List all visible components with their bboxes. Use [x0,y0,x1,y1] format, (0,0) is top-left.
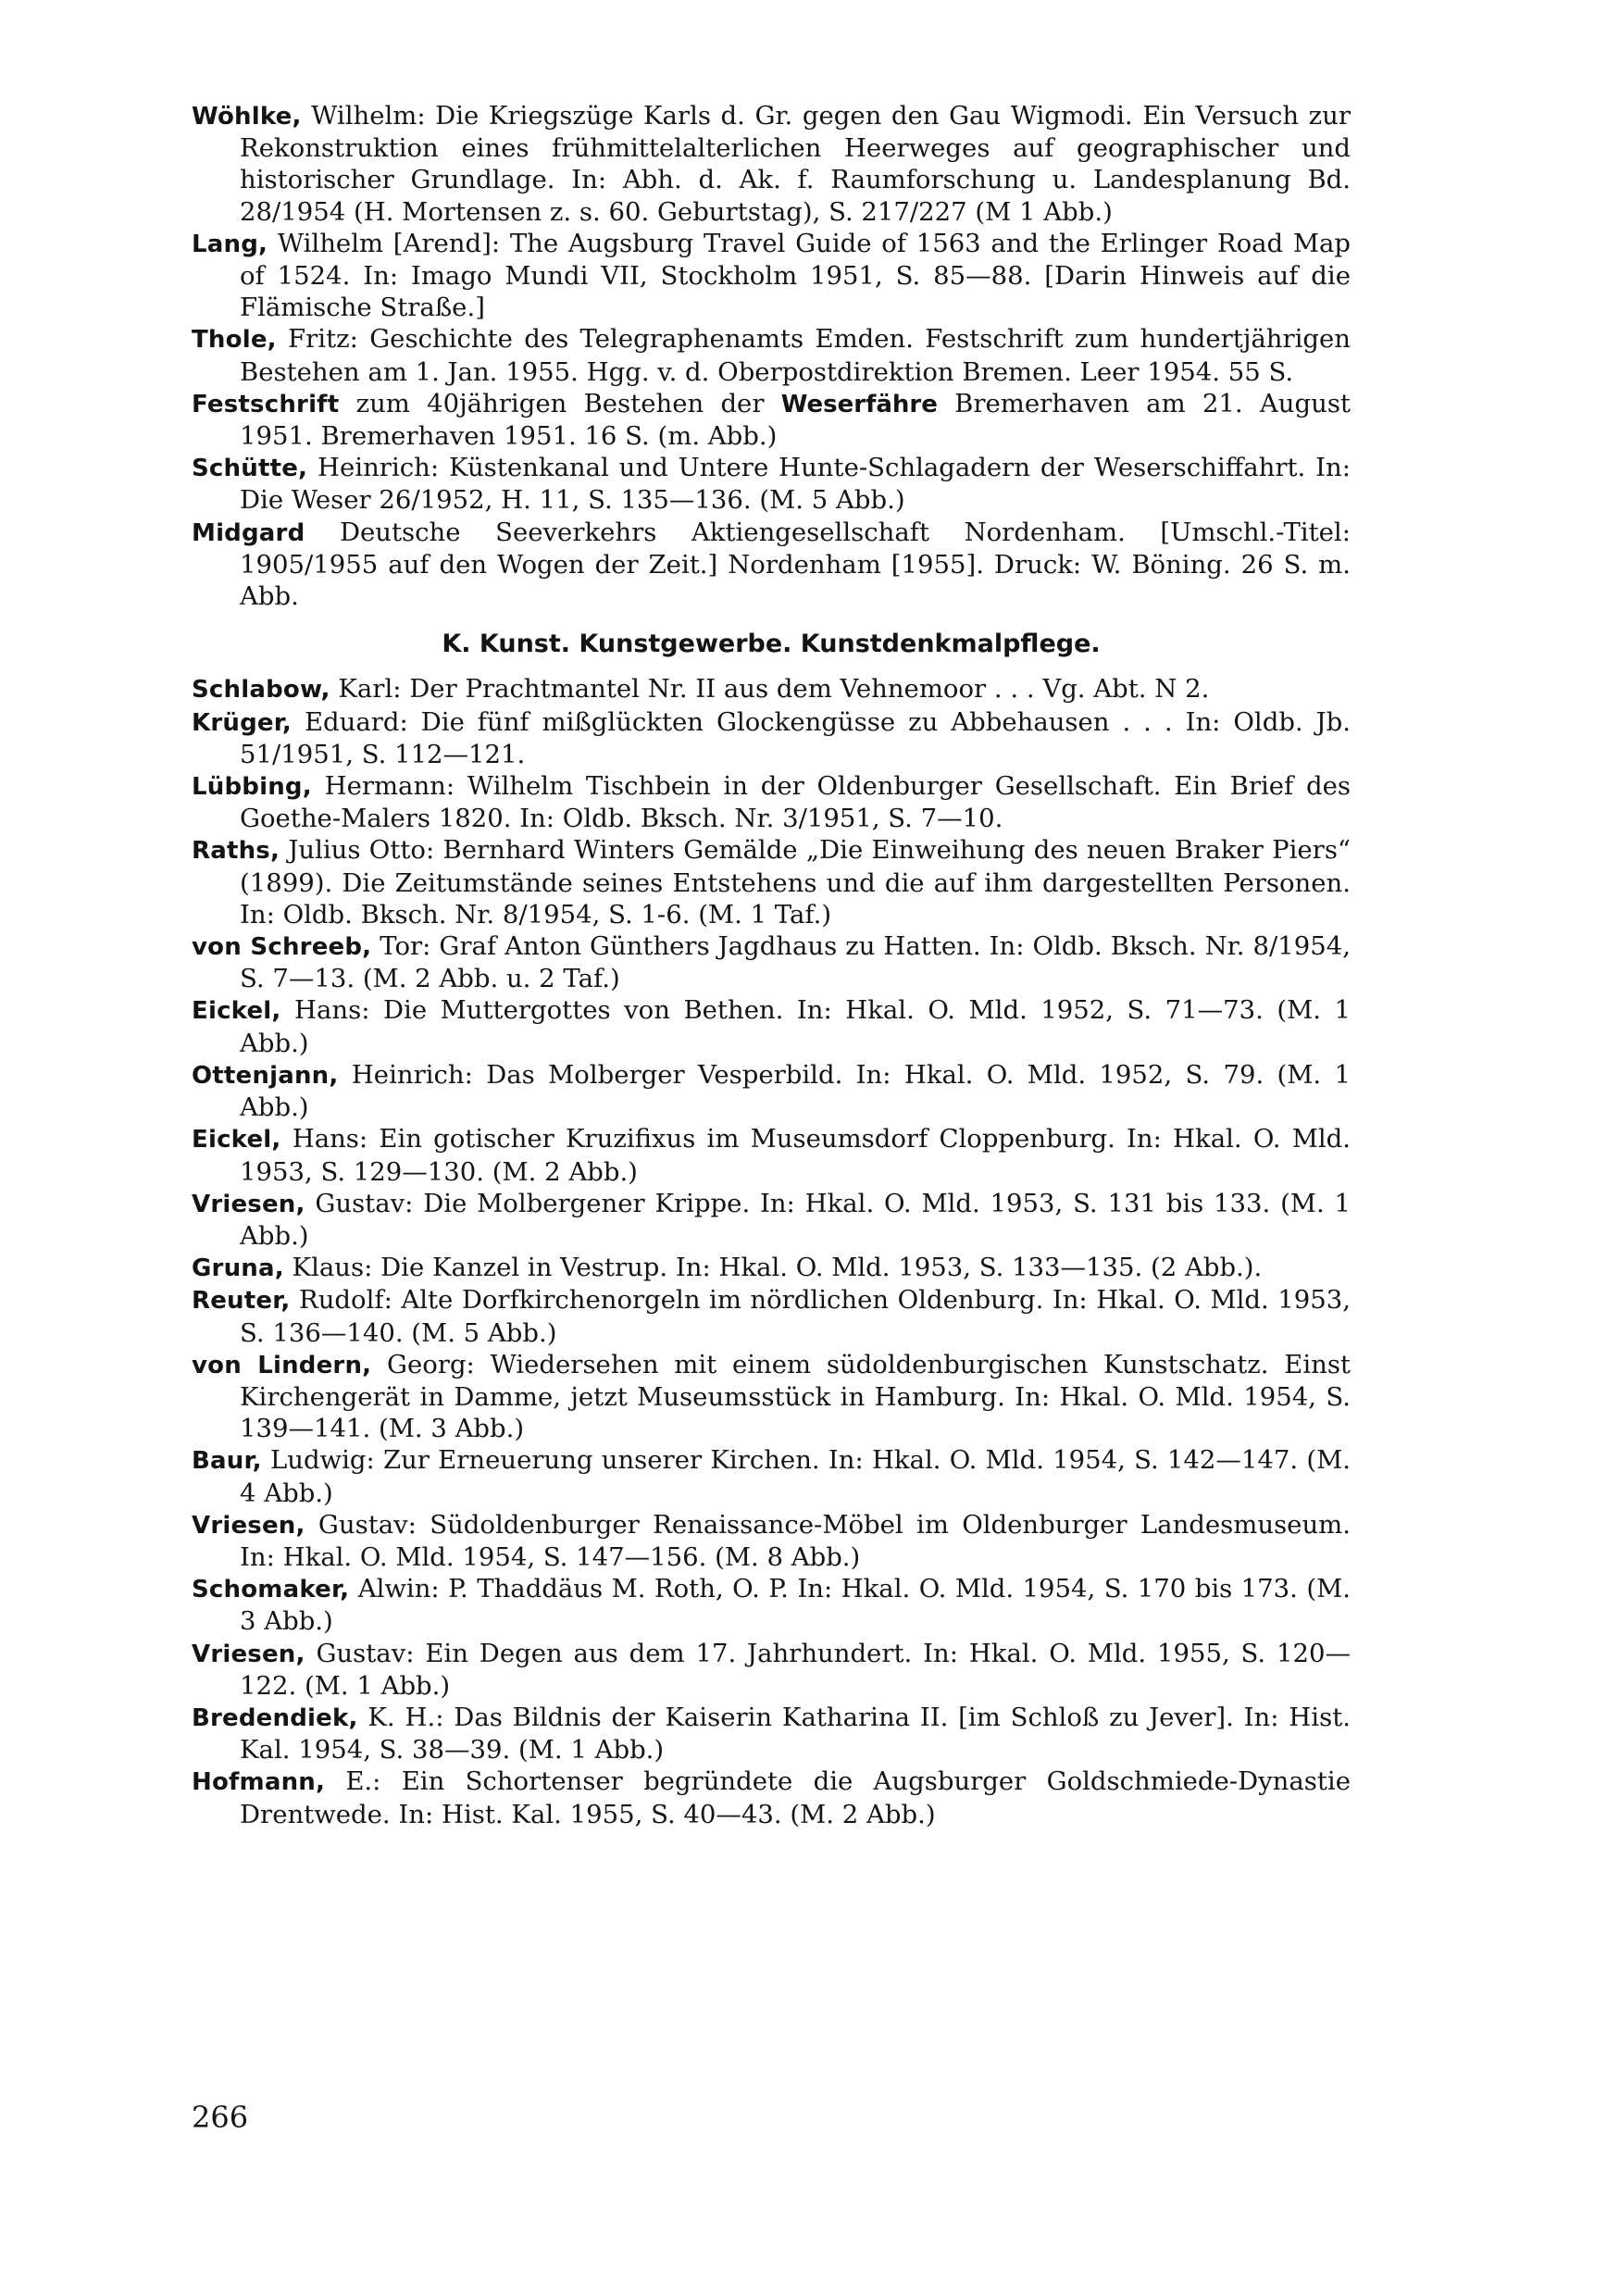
entry-author: Lang, [192,230,268,258]
entry-author: Midgard [192,518,305,547]
entry-author: Vriesen, [192,1511,305,1540]
bibliography-entry [192,452,1351,516]
bibliography-entry [192,100,1351,228]
bibliography-entry [192,388,1351,452]
entry-author: Krüger, [192,708,293,737]
entry-text: Alwin: P. Thaddäus M. Roth, O. P. In: Hkal. O. Mld. 1954, S. 170 bis 173. (M. 3 Abb.) [240,1574,1351,1637]
entry-text: Hans: Ein gotischer Kruzifixus im Museumsdorf Cloppenburg. In: Hkal. O. Mld. 1953, S. 129—130. (M. 2 Abb.) [240,1124,1351,1187]
entry-author: Schlabow, [192,676,330,705]
entry-text: Heinrich: Küstenkanal und Untere Hunte-Schlagadern der Weserschiffahrt. In: Die Weser 26/1952, H. 11, S. 135—136. (M. 5 Abb.) [240,453,1351,516]
entry-author: Reuter, [192,1287,291,1316]
bibliography-entry [192,1766,1351,1829]
entry-text: Wilhelm [Arend]: The Augsburg Travel Guide of 1563 and the Erlinger Road Map of 1524. In: Imago Mundi VII, Stockholm 1951, S. 85—88. [Darin Hinweis auf die Flämische Straße.] [240,228,1351,323]
bibliography-entry [192,1059,1351,1123]
bibliography-entry [192,1638,1351,1702]
entry-author: Bredendiek, [192,1703,358,1732]
entry-author: Eickel, [192,1126,281,1154]
bibliography-entry [192,994,1351,1058]
entry-text: Klaus: Die Kanzel in Vestrup. In: Hkal. O. Mld. 1953, S. 133—135. (2 Abb.). [283,1253,1263,1283]
bibliography-entry [192,1349,1351,1445]
entry-text: E.: Ein Schortenser begründete die Augsburger Goldschmiede-Dynastie Drentwede. In: Hist. Kal. 1955, S. 40—43. (M. 2 Abb.) [240,1766,1351,1829]
entry-author: Festschrift [192,390,340,418]
bibliography-entry [192,930,1351,994]
bibliography-entry [192,1252,1351,1284]
bibliography-entry [192,1573,1351,1637]
entry-author: Thole, [192,326,277,355]
entry-author: Baur, [192,1447,262,1476]
entry-author: Hofmann, [192,1768,326,1797]
entry-author: Schütte, [192,455,308,483]
entry-text: Bremerhaven am 21. August 1951. Bremerhaven 1951. 16 S. (m. Abb.) [240,388,1351,452]
entry-author: Vriesen, [192,1190,305,1218]
entry-text: Hermann: Wilhelm Tischbein in der Oldenburger Gesellschaft. Ein Brief des Goethe-Malers 1820. In: Oldb. Bksch. Nr. 3/1951, S. 7—10. [240,771,1351,834]
entry-text: Tor: Graf Anton Günthers Jagdhaus zu Hatten. In: Oldb. Bksch. Nr. 8/1954, S. 7—13. (M. 2 Abb. u. 2 Taf.) [240,931,1352,994]
bibliography-column [192,100,1351,1830]
entry-author: Raths, [192,837,280,866]
entry-text: Gustav: Die Molbergener Krippe. In: Hkal. O. Mld. 1953, S. 131 bis 133. (M. 1 Abb.) [240,1188,1351,1251]
entry-text: Deutsche Seeverkehrs Aktiengesellschaft Nordenham. [Umschl.-Titel: 1905/1955 auf den Wogen der Zeit.] Nordenham [1955]. Druck: W. Böning. 26 S. m. Abb. [240,517,1351,612]
entry-author: Lübbing, [192,773,312,802]
entry-text: Julius Otto: Bernhard Winters Gemälde „Die Einweihung des neuen Braker Piers“ (1899). Die Zeitumstände seines Entstehens und die auf ihm dargestellten Personen. In: Oldb. Bksch. Nr. 8/1954, S. 1-6. (M. 1 Taf.) [240,835,1351,930]
bibliography-entry [192,1284,1351,1348]
entry-author: Vriesen, [192,1640,305,1668]
entry-author: Schomaker, [192,1576,350,1604]
entry-text: Heinrich: Das Molberger Vesperbild. In: Hkal. O. Mld. 1952, S. 79. (M. 1 Abb.) [240,1059,1351,1123]
entry-text: Gustav: Südoldenburger Renaissance-Möbel im Oldenburger Landesmuseum. In: Hkal. O. Mld. 1954, S. 147—156. (M. 8 Abb.) [240,1509,1351,1572]
entry-text: Rudolf: Alte Dorfkirchenorgeln im nördlichen Oldenburg. In: Hkal. O. Mld. 1953, S. 136—140. (M. 5 Abb.) [240,1285,1351,1348]
entry-text: Georg: Wiedersehen mit einem südoldenburgischen Kunstschatz. Einst Kirchengerät in Damme, jetzt Museumsstück in Hamburg. In: Hkal. O. Mld. 1954, S. 139—141. (M. 3 Abb.) [240,1349,1351,1444]
entry-text: Eduard: Die fünf mißglückten Glockengüsse zu Abbehausen . . . In: Oldb. Jb. 51/1951, S. 112—121. [240,706,1351,769]
entry-author: von Lindern, [192,1351,372,1379]
entry-author: Gruna, [192,1254,284,1283]
bibliography-entry [192,1444,1351,1508]
entry-bold-term: Weserfähre [780,390,938,418]
bibliography-entry [192,1188,1351,1252]
entry-author: Eickel, [192,997,281,1026]
entry-text: zum 40jährigen Bestehen der [339,388,781,418]
bibliography-entry [192,228,1351,324]
bibliography-entry [192,706,1351,770]
section-heading: K. Kunst. Kunstgewerbe. Kunstdenkmalpflege. [442,630,1101,659]
entry-author: von Schreeb, [192,933,372,962]
bibliography-entry [192,517,1351,613]
entry-author: Ottenjann, [192,1061,339,1090]
entry-text: K. H.: Das Bildnis der Kaiserin Katharina II. [im Schloß zu Jever]. In: Hist. Kal. 1954, S. 38—39. (M. 1 Abb.) [240,1702,1351,1766]
bibliography-entry [192,673,1351,705]
bibliography-entry [192,770,1351,834]
bibliography-entry [192,834,1351,930]
bibliography-entry [192,1702,1351,1766]
entry-text: Hans: Die Muttergottes von Bethen. In: Hkal. O. Mld. 1952, S. 71—73. (M. 1 Abb.) [240,995,1351,1058]
entry-text: Gustav: Ein Degen aus dem 17. Jahrhundert. In: Hkal. O. Mld. 1955, S. 120—122. (M. 1 Abb.) [240,1638,1351,1701]
entry-text: Karl: Der Prachtmantel Nr. II aus dem Vehnemoor . . . Vg. Abt. N 2. [330,674,1210,705]
entry-text: Wilhelm: Die Kriegszüge Karls d. Gr. gegen den Gau Wigmodi. Ein Versuch zur Rekonstruktion eines frühmittelalterlichen Heerweges auf geographischer und historischer Grundlage. In: Abh. d. Ak. f. Raumforschung u. Landesplanung Bd. 28/1954 (H. Mortensen z. s. 60. Geburtstag), S. 217/227 (M 1 Abb.) [240,101,1351,227]
bibliography-entry [192,1123,1351,1187]
bibliography-entry [192,1509,1351,1573]
entry-author: Wöhlke, [192,103,302,131]
entry-text: Fritz: Geschichte des Telegraphenamts Emden. Festschrift zum hundertjährigen Bestehen am 1. Jan. 1955. Hgg. v. d. Oberpostdirektion Bremen. Leer 1954. 55 S. [240,324,1351,387]
bibliography-entry [192,323,1351,387]
page-number: 266 [192,2100,249,2135]
entry-text: Ludwig: Zur Erneuerung unserer Kirchen. In: Hkal. O. Mld. 1954, S. 142—147. (M. 4 Abb.) [240,1445,1351,1508]
